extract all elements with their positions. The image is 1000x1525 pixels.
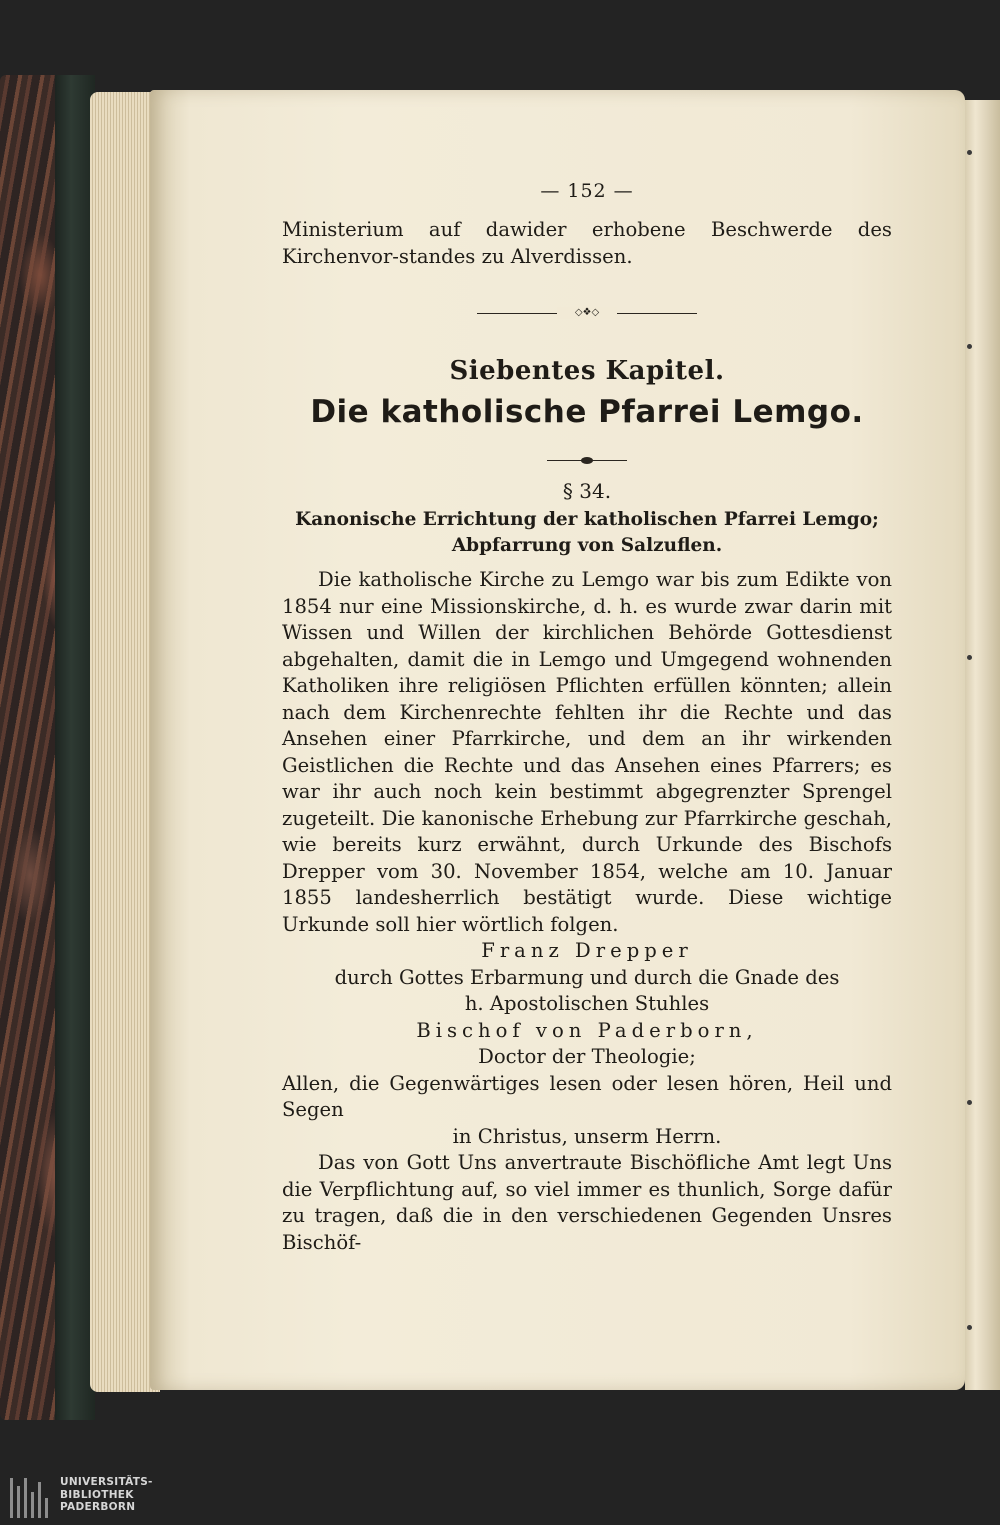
chapter-title: Die katholische Pfarrei Lemgo. [310,394,864,430]
decree-line: Doctor der Theologie; [478,1045,696,1068]
decree-line: h. Apostolischen Stuhles [464,992,710,1015]
section-title-line2: Abpfarrung von Salzuflen. [451,535,723,556]
decree-line: Bischof von Paderborn, [416,1018,758,1042]
ornament-divider: ◇❖◇ [477,306,697,320]
page-number: — 152 — [540,180,634,202]
greeting: Allen, die Gegenwärtiges lesen oder lesen hören, Heil und Segen [282,1071,892,1121]
page-right-edge [965,100,1000,1390]
chapter-label: Siebentes Kapitel. [449,356,725,386]
section-title-line1: Kanonische Errichtung der katholischen Pfarrei Lemgo; [295,509,879,530]
short-divider [547,460,627,461]
greeting-end: in Christus, unserm Herrn. [452,1124,722,1148]
library-logo [8,1476,168,1521]
closing-paragraph: Das von Gott Uns anvertraute Bischöfliche Amt legt Uns die Verpflichtung auf, so viel immer es thunlich, Sorge dafür zu tragen, daß die in den verschiedenen Gegenden Unsres Bischöf- [282,1151,892,1254]
decree-line: Franz Drepper [481,939,693,962]
main-paragraph: Die katholische Kirche zu Lemgo war bis zum Edikte von 1854 nur eine Missionskirche, d. h. es wurde zwar darin mit Wissen und Willen der kirchlichen Behörde Gottesdienst abgehalten, damit die in Lemgo und Umgegend wohnenden Katholiken ihre religiösen Pflichten erfüllen könnten; allein nach dem Kirchenrechte fehlten ihr die Rechte und das Ansehen einer Pfarrkirche, und dem an ihr wirkenden Geistlichen die Rechte und das Ansehen eines Pfarrers; es war ihr auch noch kein bestimmt abgegrenzter Sprengel zugeteilt. Die kanonische Erhebung zur Pfarrkirche geschah, wie bereits kurz erwähnt, durch Urkunde des Bischofs Drepper vom 30. November 1854, welche am 10. Januar 1855 landesherrlich bestätigt wurde. Diese wichtige Urkunde soll hier wörtlich folgen. [282,568,892,936]
page-content [282,180,892,1256]
opening-paragraph: Ministerium auf dawider erhobene Beschwerde des Kirchenvor-standes zu Alverdissen. [282,218,892,268]
decree-line: durch Gottes Erbarmung und durch die Gnade des [334,965,840,989]
library-logo-text: UNIVERSITÄTS- BIBLIOTHEK PADERBORN [60,1476,153,1513]
library-logo-icon [8,1476,52,1520]
section-title [282,507,892,559]
book-spine-edge [55,75,95,1420]
section-number: § 34. [562,479,612,503]
